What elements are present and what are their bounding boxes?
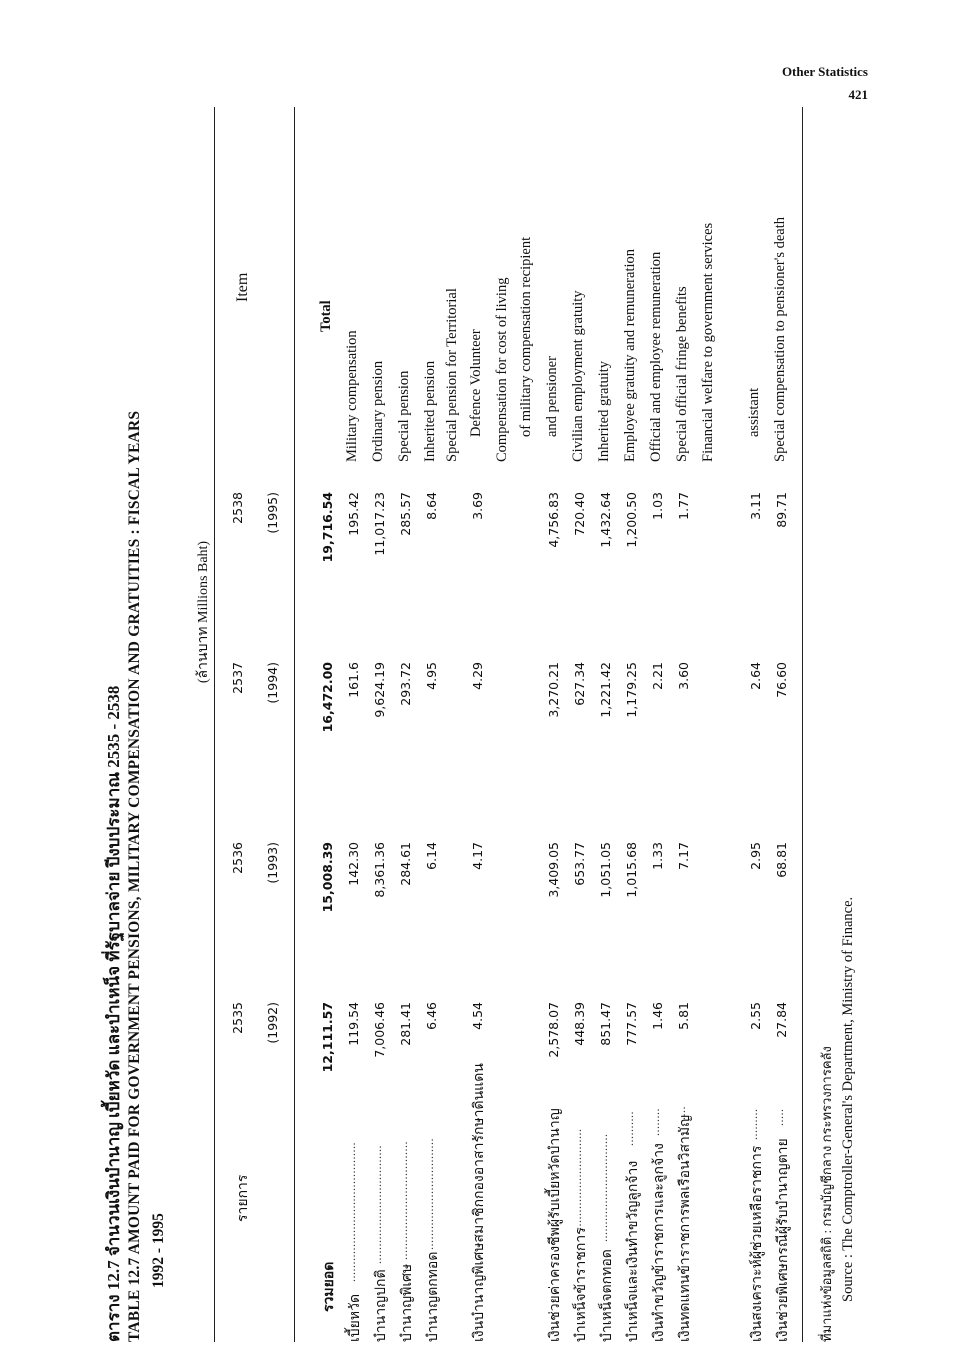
unit-label: (ล้านบาท Millions Baht)	[196, 540, 211, 684]
value-1993: 653.77	[572, 842, 587, 886]
table-row	[444, 92, 492, 1342]
value-1995: 19,716.54	[320, 492, 335, 563]
value-1994: 9,624.19	[372, 662, 387, 718]
value-1993: 1,015.68	[624, 842, 639, 898]
value-1992: 119.54	[346, 1002, 361, 1046]
value-1994: 293.72	[398, 662, 413, 706]
value-1992: 1.46	[650, 1002, 665, 1030]
top-rule	[214, 107, 215, 1342]
value-1992: 281.41	[398, 1002, 413, 1046]
row-label-english-cont: of military compensation recipient	[518, 236, 534, 437]
table-row	[746, 92, 770, 1342]
value-1995: 89.71	[774, 492, 789, 528]
value-1994: 1,221.42	[598, 662, 613, 718]
value-1992: 4.54	[470, 1002, 485, 1030]
value-1993: 3,409.05	[546, 842, 561, 898]
value-1994: 627.34	[572, 662, 587, 706]
row-label-english: Employee gratuity and remuneration	[622, 249, 638, 462]
row-label-english: assistant	[746, 387, 762, 437]
row-label-thai: บำนาญตกทอด	[426, 1251, 441, 1342]
value-1993: 7.17	[676, 842, 691, 870]
leader-dots: .............................	[570, 1128, 584, 1230]
year-be-2: 2536	[230, 842, 245, 874]
table-row	[570, 92, 594, 1342]
row-label-thai: เงินช่วยพิเศษกรณีผู้รับบำนาญตาย	[776, 1138, 791, 1342]
row-label-english: Special pension for Territorial	[444, 288, 460, 462]
table-row	[396, 92, 420, 1342]
rotated-table-page	[100, 92, 900, 1342]
leader-dots: .....	[772, 1108, 786, 1126]
value-1995: 3.11	[748, 492, 763, 520]
value-1992: 777.57	[624, 1002, 639, 1046]
value-1993: 15,008.39	[320, 842, 335, 913]
value-1995: 8.64	[424, 492, 439, 520]
row-label-english: Compensation for cost of living	[494, 277, 510, 462]
value-1992: 2,578.07	[546, 1002, 561, 1058]
row-label-thai: บำเหน็จตกทอด	[600, 1249, 615, 1342]
value-1995: 195.42	[346, 492, 361, 536]
value-1995: 1.77	[676, 492, 691, 520]
value-1995: 1,432.64	[598, 492, 613, 548]
row-label-thai: เงินสงเคราะห์ผู้ช่วยเหลือราชการ	[750, 1145, 765, 1342]
value-1995: 4,756.83	[546, 492, 561, 548]
leader-dots: ....	[674, 1106, 688, 1120]
value-1994: 76.60	[774, 662, 789, 698]
table-row	[370, 92, 394, 1342]
row-label-thai: เบี้ยหวัด	[348, 1293, 363, 1342]
value-1993: 1.33	[650, 842, 665, 870]
row-label-thai: เงินทดแทนข้าราชการพลเรือนวิสามัญ	[678, 1114, 693, 1342]
value-1995: 11,017.23	[372, 492, 387, 556]
row-label-thai: เงินบำนาญพิเศษสมาชิกกองอาสารักษาดินแดน	[472, 1063, 487, 1342]
year-ce-1: (1992)	[265, 1002, 280, 1044]
value-1992: 2.55	[748, 1002, 763, 1030]
leader-dots: ..................................	[396, 1141, 410, 1260]
value-1993: 8,361.36	[372, 842, 387, 898]
year-ce-2: (1993)	[265, 842, 280, 884]
value-1994: 161.6	[346, 662, 361, 698]
table-title-thai: ตาราง 12.7 จำนวนเงินบำนาญ เบี้ยหวัด และบำเหน็จ ที่รัฐบาลจ่าย ปีงบประมาณ 2535 - 2538	[104, 685, 123, 1342]
table-row	[596, 92, 620, 1342]
year-ce-4: (1995)	[265, 492, 280, 534]
value-1993: 2.95	[748, 842, 763, 870]
value-1992: 5.81	[676, 1002, 691, 1030]
leader-dots: ..........	[622, 1111, 636, 1146]
value-1995: 285.57	[398, 492, 413, 536]
value-1995: 3.69	[470, 492, 485, 520]
row-label-english-cont: and pensioner	[544, 356, 560, 437]
value-1992: 27.84	[774, 1002, 789, 1038]
value-1993: 284.61	[398, 842, 413, 886]
source-english: Source : The Comptroller-General's Department, Ministry of Finance.	[840, 896, 856, 1302]
table-row	[772, 92, 796, 1342]
row-label-english: Special pension	[396, 370, 412, 462]
leader-dots: ..................................	[370, 1145, 384, 1264]
value-1994: 3,270.21	[546, 662, 561, 718]
table-row	[648, 92, 672, 1342]
row-label-english: Military compensation	[344, 330, 360, 462]
row-label-english: Inherited pension	[422, 360, 438, 462]
row-label-english-cont: Defence Volunteer	[468, 329, 484, 437]
year-be-1: 2535	[230, 1002, 245, 1034]
value-1994: 1,179.25	[624, 662, 639, 718]
table-row	[674, 92, 698, 1342]
table-row	[544, 92, 568, 1342]
table-row	[622, 92, 646, 1342]
source-thai: ที่มาแห่งข้อมูลสถิติ : กรมบัญชีกลาง กระทรวงการคลัง	[819, 1046, 834, 1342]
table-row	[518, 92, 542, 1342]
leader-dots: ...............................	[596, 1133, 610, 1242]
year-ce-3: (1994)	[265, 662, 280, 704]
header-rule	[294, 107, 295, 1342]
value-1994: 2.21	[650, 662, 665, 690]
row-label-english: Special compensation to pensioner's death	[772, 216, 788, 462]
row-label-thai: เงินทำขวัญข้าราชการและลูกจ้าง	[652, 1143, 667, 1342]
row-label-thai: บำนาญปกติ	[374, 1269, 389, 1342]
value-1993: 68.81	[774, 842, 789, 878]
leader-dots: .........	[746, 1108, 760, 1140]
year-be-4: 2538	[230, 492, 245, 524]
value-1995: 1,200.50	[624, 492, 639, 548]
thai-item-header: รายการ	[236, 1174, 251, 1222]
value-1992: 448.39	[572, 1002, 587, 1046]
section-header: Other Statistics	[781, 64, 868, 79]
table-row	[494, 92, 518, 1342]
row-label-thai: บำเหน็จและเงินทำขวัญลูกจ้าง	[626, 1160, 641, 1342]
table-row	[700, 92, 724, 1342]
value-1994: 16,472.00	[320, 662, 335, 733]
row-label-english: Special official fringe benefits	[674, 286, 690, 462]
leader-dots: ........................................	[344, 1142, 358, 1282]
table-row	[344, 92, 368, 1342]
value-1994: 3.60	[676, 662, 691, 690]
table-title-years: 1992 - 1995	[150, 1213, 167, 1288]
value-1994: 2.64	[748, 662, 763, 690]
value-1993: 1,051.05	[598, 842, 613, 898]
value-1994: 4.29	[470, 662, 485, 690]
row-label-english: Ordinary pension	[370, 360, 386, 462]
table-row	[422, 92, 446, 1342]
row-label-english: Civilian employment gratuity	[570, 290, 586, 462]
value-1995: 1.03	[650, 492, 665, 520]
row-label-english: Inherited gratuity	[596, 360, 612, 462]
row-label-thai: บำเหน็จข้าราชการ	[574, 1227, 589, 1342]
value-1993: 142.30	[346, 842, 361, 886]
year-be-3: 2537	[230, 662, 245, 694]
value-1992: 6.46	[424, 1002, 439, 1030]
table-title-english: TABLE 12.7 AMOUNT PAID FOR GOVERNMENT PENSIONS, MILITARY COMPENSATION AND GRATUITIES : FISCAL YEARS	[126, 410, 143, 1342]
row-label-english: Financial welfare to government services	[700, 222, 716, 462]
value-1994: 4.95	[424, 662, 439, 690]
table-row-total	[318, 92, 342, 1342]
value-1992: 12,111.57	[320, 1002, 335, 1073]
page-number: 421	[848, 87, 868, 102]
value-1992: 851.47	[598, 1002, 613, 1046]
leader-dots: ................................	[422, 1138, 436, 1250]
value-1993: 6.14	[424, 842, 439, 870]
value-1995: 720.40	[572, 492, 587, 536]
row-label-english: Total	[318, 300, 334, 332]
english-item-header: Item	[234, 272, 251, 302]
row-label-english: Official and employee remuneration	[648, 251, 664, 462]
row-label-thai: บำนาญพิเศษ	[400, 1263, 415, 1342]
row-label-thai: เงินช่วยค่าครองชีพผู้รับเบี้ยหวัดบำนาญ	[548, 1108, 563, 1342]
value-1993: 4.17	[470, 842, 485, 870]
row-label-thai: รวมยอด	[322, 1261, 337, 1312]
leader-dots: ........	[648, 1108, 662, 1136]
bottom-rule	[802, 107, 803, 1342]
value-1992: 7,006.46	[372, 1002, 387, 1058]
